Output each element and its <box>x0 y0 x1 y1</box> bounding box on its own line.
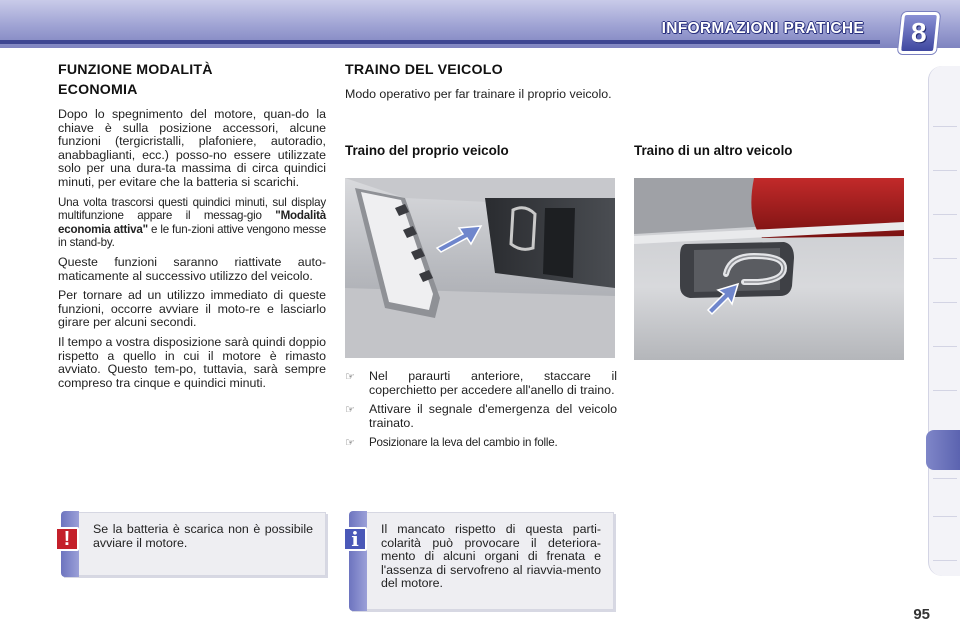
paragraph: Dopo lo spegnimento del motore, quan-do la chiave è sulla posizione accessori, alcune funzioni (tergicristalli, plafoniere, autoradio, anabbaglianti, ecc.) posso-no essere utilizzate solo per una dura-ta massima di circa quindici minuti, per evitare che la batteria si scarichi. <box>58 107 326 189</box>
paragraph: Per tornare ad un utilizzo immediato di queste funzioni, occorre avviare il moto-re e lasciarlo girare per alcuni secondi. <box>58 288 326 330</box>
pointing-hand-icon: ☞ <box>345 371 355 383</box>
tab-divider <box>933 346 957 347</box>
tab-divider <box>933 170 957 171</box>
note-accent-bar <box>349 511 367 611</box>
tab-divider <box>933 126 957 127</box>
chapter-tabs <box>928 66 960 576</box>
tab-divider <box>933 516 957 517</box>
middle-column <box>345 60 617 108</box>
tab-divider <box>933 390 957 391</box>
list-item-text: Nel paraurti anteriore, staccare il coperchietto per accedere all'anello di traino. <box>369 369 617 397</box>
front-bumper-illustration <box>345 178 615 358</box>
tab-divider <box>933 214 957 215</box>
pointing-hand-icon: ☞ <box>345 404 355 417</box>
left-column <box>58 60 326 396</box>
subheading-other-vehicle: Traino di un altro veicolo <box>634 143 793 158</box>
section-heading-economy <box>58 60 326 100</box>
heading-line: ECONOMIA <box>58 82 138 98</box>
display-message: "Modalità economia attiva" <box>58 209 326 236</box>
paragraph-text: e le fun-zioni attive vengono messe in stand-by. <box>58 222 326 250</box>
exclamation-icon: ! <box>55 527 79 551</box>
paragraph-text: Una volta trascorsi questi quindici minuti, sul display multifunzione appare il messag-gio <box>58 195 326 223</box>
intro-text: Modo operativo per far trainare il proprio veicolo. <box>345 87 612 101</box>
chapter-number: 8 <box>911 17 927 48</box>
list-item-text: Attivare il segnale d'emergenza del veicolo trainato. <box>369 402 617 430</box>
rear-bumper-photo <box>634 178 904 360</box>
chapter-number-badge <box>898 12 940 54</box>
page-number: 95 <box>913 606 930 623</box>
header-rule <box>0 40 880 44</box>
list-item <box>345 436 617 451</box>
list-item-text: Posizionare la leva del cambio in folle. <box>369 436 558 450</box>
section-heading-towing: TRAINO DEL VEICOLO <box>345 62 503 78</box>
rear-bumper-illustration <box>634 178 904 360</box>
chapter-title: INFORMAZIONI PRATICHE <box>661 20 864 37</box>
warning-note-text: Se la batteria è scarica non è possibile avviare il motore. <box>93 522 313 550</box>
info-note-text: Il mancato rispetto di questa parti-colarità può provocare il deteriora-mento di alcuni organi di frenata e l'assenza di servofreno al riavvia-mento del motore. <box>381 522 601 591</box>
subheading-own-vehicle: Traino del proprio veicolo <box>345 143 509 158</box>
towing-instructions <box>345 370 617 457</box>
paragraph: Il tempo a vostra disposizione sarà quindi doppio rispetto a quello in cui il motore è rimasto avviato. Questo tem-po, tuttavia, sarà sempre compreso tra cinque e quindici minuti. <box>58 334 326 390</box>
paragraph <box>58 196 326 250</box>
paragraph: Queste funzioni saranno riattivate auto-maticamente al successivo utilizzo del veicolo. <box>58 254 326 283</box>
pointing-hand-icon: ☞ <box>345 437 355 450</box>
tab-divider <box>933 302 957 303</box>
list-item <box>345 370 617 397</box>
active-chapter-tab[interactable] <box>926 430 960 470</box>
info-icon: i <box>343 527 367 551</box>
warning-note <box>62 512 326 576</box>
page-header <box>0 0 960 48</box>
info-note <box>350 512 614 610</box>
front-bumper-photo <box>345 178 615 358</box>
tab-divider <box>933 560 957 561</box>
tab-divider <box>933 478 957 479</box>
tab-divider <box>933 258 957 259</box>
heading-line: FUNZIONE MODALITÀ <box>58 62 213 78</box>
list-item <box>345 403 617 430</box>
